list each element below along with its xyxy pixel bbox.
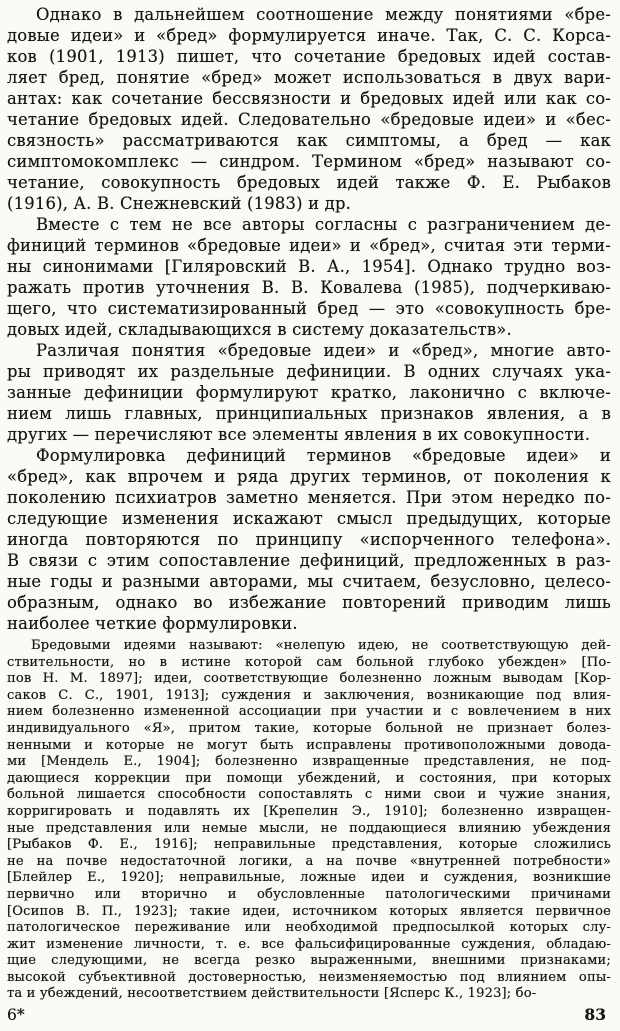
text-line: ненными и которые не могут быть исправлены противоположными довода- [7,737,611,753]
text-line: Однако в дальнейшем соотношение между понятиями «бре- [36,5,611,24]
text-line: жит изменение личности, т. е. все фальсифицированные суждения, обладаю- [7,936,611,952]
printer-signature-mark: 6* [7,1006,25,1024]
text-line: пов Н. М. 1897]; идеи, соответствующие болезненно ложным выводам [Кор- [7,671,611,687]
text-line: довые идеи» и «бред» формулируется иначе. Так, С. С. Корса- [7,26,611,45]
text-line: нием лишь главных, принципиальных признаков явления, а в [7,404,611,423]
text-line: ков (1901, 1913) пишет, что сочетание бредовых идей состав- [7,47,611,66]
text-line: патологическое переживание или необходимой предпосылкой которых слу- [7,920,611,936]
small-print-definitions-block [7,638,611,1003]
text-line: наиболее четкие формулировки. [7,614,298,633]
text-line: Формулировка дефиниций терминов «бредовые идеи» и [36,446,611,465]
text-line: ры приводят их раздельные дефиниции. В одних случаях ука- [7,362,611,381]
text-line: ляет бред, понятие «бред» может использоваться в двух вари- [7,68,611,87]
text-line: образным, однако во избежание повторений приводим лишь [7,593,611,612]
paragraph-definitions-korsakov [7,4,611,214]
text-line: ные годы и разными авторами, мы считаем, безусловно, целесо- [7,572,611,591]
text-line: нием болезненно измененной ассоциации при участии и с вовлечением в них [7,704,611,720]
text-line: Бредовыми идеями называют: «нелепую идею, не соответствующую дей- [31,638,611,653]
text-line: щие следующими, не всегда резко выраженными, внешними признаками; [7,953,611,969]
text-line: больной лишается способности сопоставлять с ними свои и чужие знания, [7,787,611,803]
text-line: ны синонимами [Гиляровский В. А., 1954]. Однако трудно воз- [7,257,611,276]
text-line: иногда повторяются по принципу «испорченного телефона». [7,530,611,549]
text-line: ные представления или немые мысли, не поддающиеся влиянию убеждения [7,820,611,836]
text-line: других — перечисляют все элементы явления в их совокупности. [7,425,591,444]
text-line: первично или вторично и обусловленные патологическими причинами [7,886,611,902]
text-line: финиций терминов «бредовые идеи» и «бред», считая эти терми- [7,236,611,255]
text-line: [Рыбаков Ф. Е., 1916]; неправильные представления, которые сложились [7,837,611,853]
text-line: следующие изменения искажают смысл предыдущих, которые [7,509,611,528]
text-line: антах: как сочетание бессвязности и бредовых идей или как со- [7,89,611,108]
text-line: Вместе с тем не все авторы согласны с разграничением де- [36,215,611,234]
text-line: индивидуального «Я», притом такие, которые больной не признает болез- [7,720,611,736]
text-line: поколению психиатров заметно меняется. При этом нередко по- [7,488,611,507]
text-line: та и убеждений, несоответствием действительности [Ясперс К., 1923]; бо- [7,986,537,1002]
text-line: В связи с этим сопоставление дефиниций, предложенных в раз- [7,551,611,570]
text-line: симптомокомплекс — синдром. Термином «бред» называют со- [7,152,611,171]
text-line: щего, что систематизированный бред — это «совокупность бре- [7,299,611,318]
text-line: [Осипов В. П., 1923]; такие идеи, источником которых является первичное [7,903,611,919]
page-footer [7,1006,606,1024]
paragraph-synonyms-gilyarovsky [7,214,611,340]
paragraph-formulation-changes [7,445,611,634]
text-line: [Блейлер Е., 1920]; неправильные, ложные идеи и суждения, возникшие [7,870,611,886]
text-line: (1916), А. В. Снежневский (1983) и др. [7,194,352,213]
text-line: занные дефиниции формулируют кратко, лаконично с включе- [7,383,611,402]
text-line: саков С. С., 1901, 1913]; суждения и заключения, возникающие под влия- [7,687,611,703]
text-line: не на почве недостаточной логики, а на почве «внутренней потребности» [7,853,611,869]
page-number: 83 [584,1005,606,1024]
text-line: ражать против уточнения В. В. Ковалева (1985), подчеркиваю- [7,278,611,297]
text-line: ствительности, но в истине которой сам больной глубоко убежден» [По- [7,654,611,670]
text-line: связность» рассматриваются как симптомы, а бред — как [7,131,611,150]
text-line: четание бредовых идей. Следовательно «бредовые идеи» и «бес- [7,110,611,129]
text-line: ми [Мендель Е., 1904]; болезненно извращенные представления, не под- [7,754,611,770]
text-line: дающиеся коррекции при помощи убеждений, и состояния, при которых [7,770,611,786]
text-line: высокой субъективной достоверностью, неизменяемостью под влиянием опы- [7,969,611,985]
text-line: четание, совокупность бредовых идей также Ф. Е. Рыбаков [7,173,611,192]
text-line: корригировать и подавлять их [Крепелин Э., 1910]; болезненно извращен- [7,803,611,819]
text-line: «бред», как впрочем и ряда других терминов, от поколения к [7,467,611,486]
paragraph-separate-definitions [7,340,611,445]
text-line: Различая понятия «бредовые идеи» и «бред», многие авто- [36,341,611,360]
main-text-block [7,4,611,634]
text-line: довых идей, складывающихся в систему доказательств». [7,320,512,339]
